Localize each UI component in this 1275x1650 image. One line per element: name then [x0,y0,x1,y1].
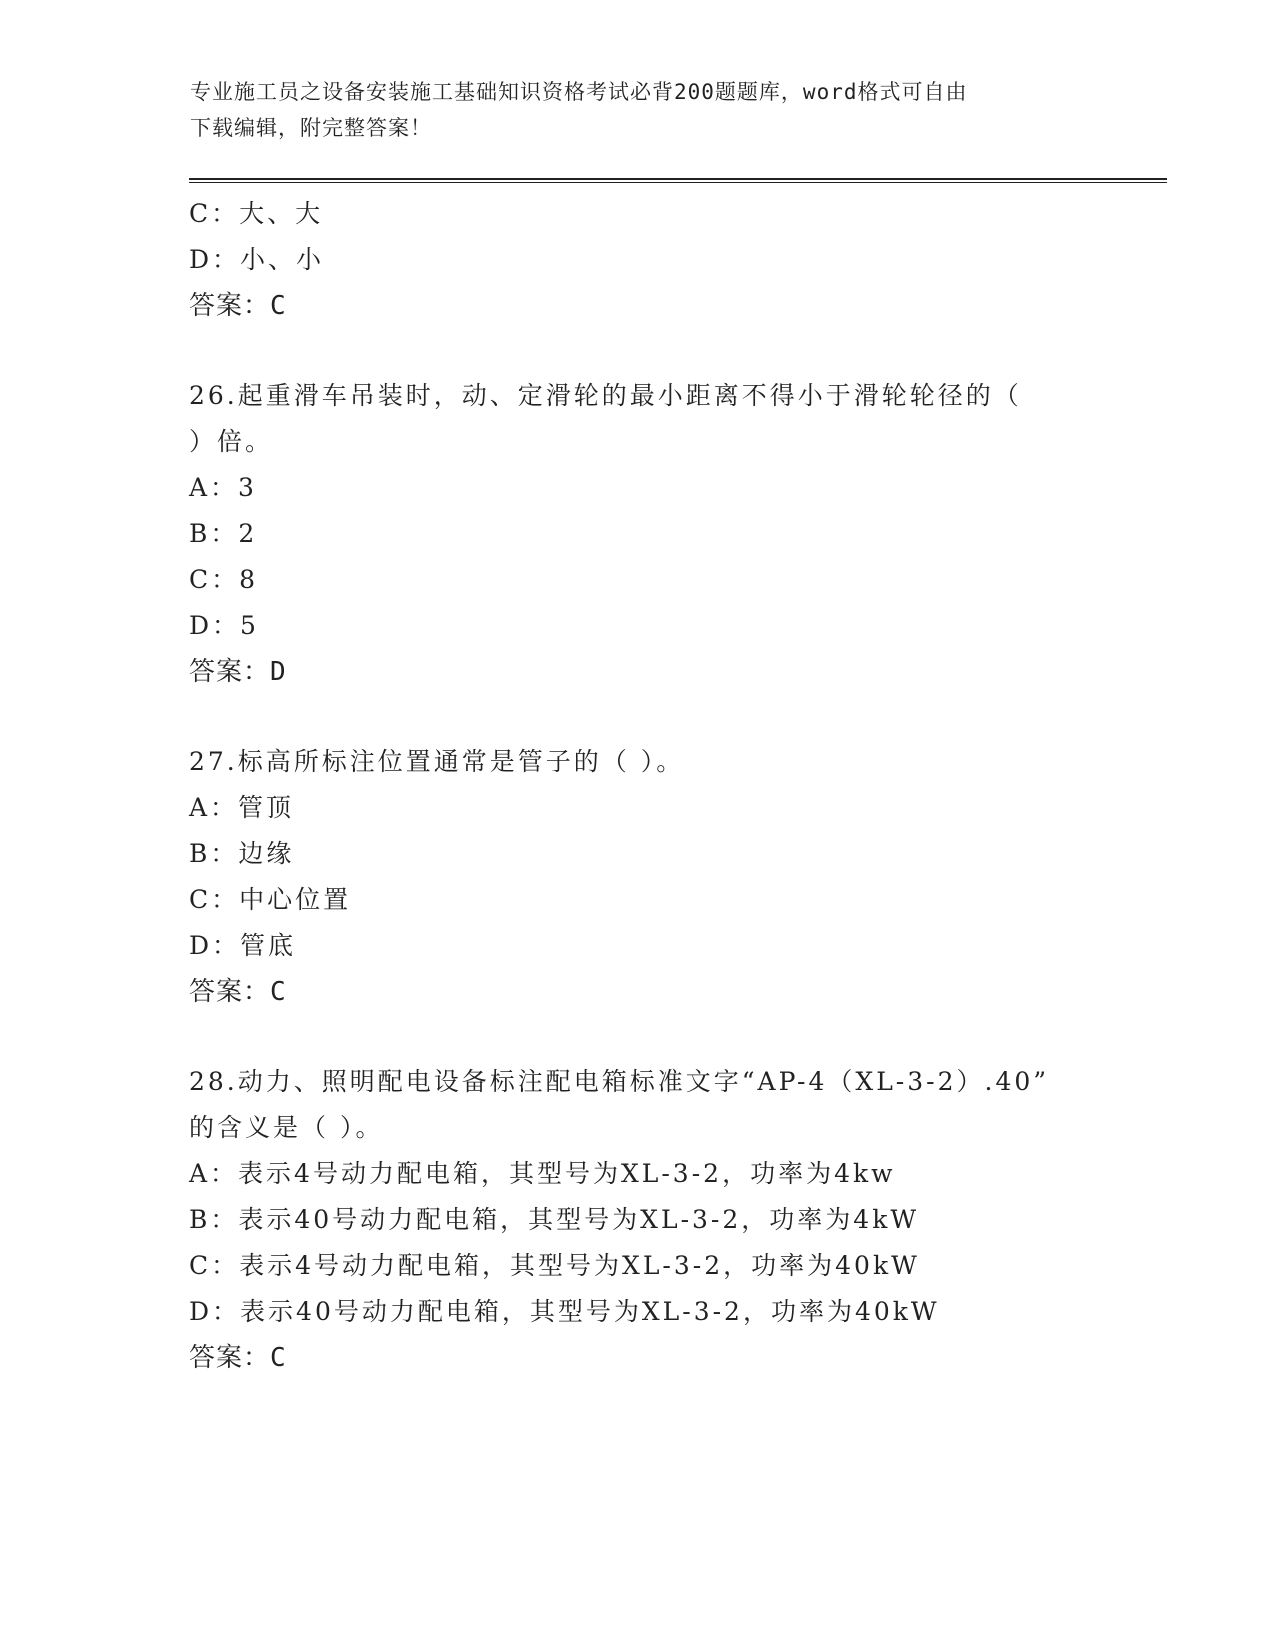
question-stem: 的含义是（ ）。 [189,1113,384,1142]
question-25-continued [189,191,1089,329]
option-a: A：表示4号动力配电箱，其型号为XL-3-2，功率为4kw [189,1159,896,1188]
option-b: B：表示40号动力配电箱，其型号为XL-3-2，功率为4kW [189,1205,920,1234]
spacer [189,695,1089,739]
option-c: C：表示4号动力配电箱，其型号为XL-3-2，功率为40kW [189,1251,920,1280]
question-content [189,191,1089,1381]
option-b: B：2 [189,519,258,548]
option-b: B：边缘 [189,839,295,868]
question-stem: 26.起重滑车吊装时，动、定滑轮的最小距离不得小于滑轮轮径的（ [189,381,1022,410]
header-line-1: 专业施工员之设备安装施工基础知识资格考试必背200题题库，word格式可自由 [190,80,968,104]
option-d: D：管底 [189,931,297,960]
option-d: D：小、小 [189,245,325,274]
answer-line: 答案：C [189,977,287,1007]
option-d: D：表示40号动力配电箱，其型号为XL-3-2，功率为40kW [189,1297,940,1326]
question-stem: 27.标高所标注位置通常是管子的（ ）。 [189,747,685,776]
header-line-2: 下载编辑，附完整答案！ [190,116,432,140]
header-rule-thin [189,182,1167,183]
option-c: C：大、大 [189,199,324,228]
answer-line: 答案：C [189,1343,287,1373]
option-c: C：8 [189,565,259,594]
option-a: A：3 [189,473,257,502]
answer-line: 答案：C [189,291,287,321]
option-a: A：管顶 [189,793,295,822]
question-26 [189,373,1089,695]
answer-line: 答案：D [189,657,287,687]
page-header [190,74,1090,146]
spacer [189,329,1089,373]
question-28 [189,1059,1089,1381]
option-c: C：中心位置 [189,885,352,914]
option-d: D：5 [189,611,259,640]
spacer [189,1015,1089,1059]
question-stem: 28.动力、照明配电设备标注配电箱标准文字“AP-4（XL-3-2）.40” [189,1067,1050,1096]
header-rule-thick [189,178,1167,180]
question-27 [189,739,1089,1015]
question-stem: ）倍。 [189,427,274,456]
